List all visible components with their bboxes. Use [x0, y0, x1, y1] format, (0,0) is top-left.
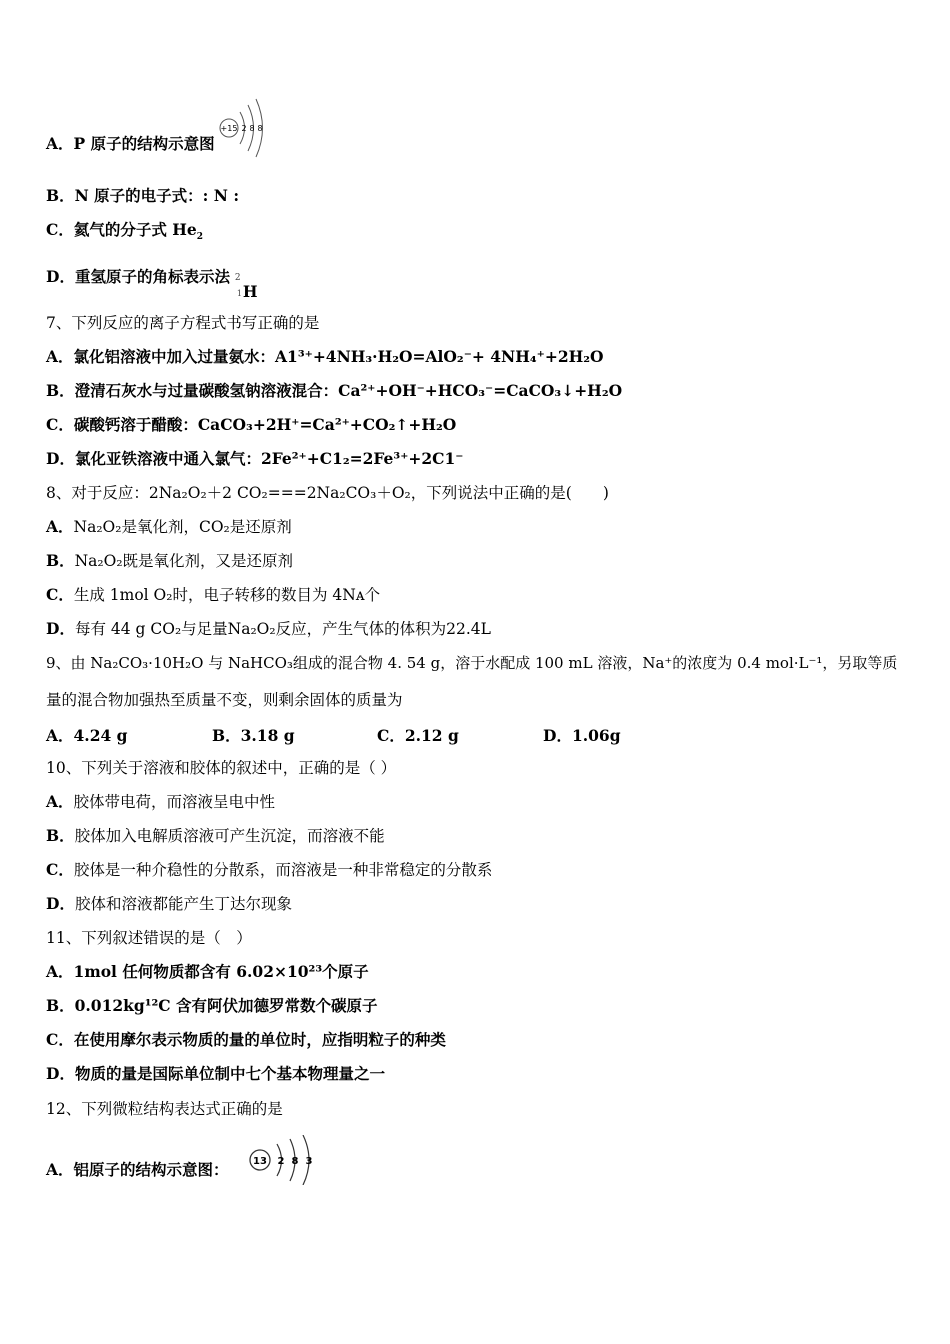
shell-count-1: 2: [240, 124, 247, 133]
q8-option-a: [46, 517, 292, 537]
nucleus-charge: +15: [220, 124, 237, 133]
q9-option-c: C．2.12 g: [377, 726, 459, 745]
q11-option-c: [46, 1030, 446, 1050]
shell-count-2: 8: [292, 1156, 299, 1167]
q6-option-a: [46, 124, 268, 163]
option-text: 物质的量是国际单位制中七个基本物理量之一: [74, 1064, 385, 1083]
option-label: C．: [46, 415, 74, 434]
q12-option-a: [46, 1157, 319, 1185]
option-label: A．: [46, 134, 74, 153]
option-text: 胶体和溶液都能产生丁达尔现象: [74, 895, 292, 913]
option-label: A．: [46, 517, 74, 536]
option-label: C．: [46, 1030, 74, 1049]
q10-option-d: [46, 894, 292, 914]
option-label: B．: [46, 826, 75, 845]
shell-count-3: 8: [256, 124, 263, 133]
option-label: A．: [46, 792, 74, 811]
option-label: B．: [46, 381, 75, 400]
option-text: 铝原子的结构示意图：: [73, 1160, 229, 1179]
shell-count-1: 2: [278, 1156, 285, 1167]
option-text: Na₂O₂既是氧化剂，又是还原剂: [74, 552, 294, 570]
q11-option-a: [46, 962, 369, 982]
subscript: 2: [196, 232, 204, 243]
shell-count-3: 3: [306, 1156, 313, 1167]
q6-option-d: [46, 267, 258, 301]
q9-option-b: B．3.18 g: [212, 726, 295, 745]
option-text: 氯化铝溶液中加入过量氨水：A1³⁺+4NH₃·H₂O=AlO₂⁻+ 4NH₄⁺+2H₂O: [73, 347, 604, 366]
option-text: 胶体加入电解质溶液可产生沉淀，而溶液不能: [74, 827, 385, 845]
atomic-number: 1: [236, 289, 242, 298]
q8-option-c: [46, 585, 380, 605]
p-atom-structure-diagram: [218, 97, 268, 163]
option-text: Na₂O₂是氧化剂，CO₂是还原剂: [73, 518, 292, 536]
option-label: B．: [46, 996, 75, 1015]
q8-option-d: [46, 619, 491, 639]
option-label: D．: [46, 449, 75, 468]
option-text: 生成 1mol O₂时，电子转移的数目为 4Nᴀ个: [73, 586, 381, 604]
option-text: P 原子的结构示意图: [73, 134, 215, 153]
option-text: 在使用摩尔表示物质的量的单位时，应指明粒子的种类: [73, 1030, 446, 1049]
option-label: B．: [46, 551, 75, 570]
q10-stem: 10、下列关于溶液和胶体的叙述中，正确的是（ ）: [46, 759, 397, 777]
option-label: C．: [46, 585, 74, 604]
option-text: 每有 44 g CO₂与足量Na₂O₂反应，产生气体的体积为22.4L: [74, 620, 491, 638]
option-text: 胶体是一种介稳性的分散系，而溶液是一种非常稳定的分散系: [73, 861, 493, 879]
q11-option-d: [46, 1064, 385, 1084]
option-text: 重氢原子的角标表示法: [74, 267, 230, 286]
al-atom-structure-diagram: [247, 1135, 319, 1185]
q10-option-b: [46, 826, 385, 846]
q8-stem: 8、对于反应：2Na₂O₂＋2 CO₂===2Na₂CO₃＋O₂，下列说法中正确的是( ): [46, 484, 609, 502]
option-label: B．: [46, 186, 75, 205]
q7-option-b: [46, 381, 622, 401]
q12-stem: 12、下列微粒结构表达式正确的是: [46, 1100, 283, 1118]
q7-option-d: [46, 449, 463, 469]
option-label: D．: [46, 1064, 75, 1083]
option-text: 1mol 任何物质都含有 6.02×10²³个原子: [73, 962, 369, 981]
option-text: 碳酸钙溶于醋酸：CaCO₃+2H⁺=Ca²⁺+CO₂↑+H₂O: [73, 415, 457, 434]
option-text: 澄清石灰水与过量碳酸氢钠溶液混合：Ca²⁺+OH⁻+HCO₃⁻=CaCO₃↓+H₂O: [74, 381, 623, 400]
q7-option-c: [46, 415, 456, 435]
option-text: 0.012kg¹²C 含有阿伏加德罗常数个碳原子: [74, 996, 378, 1015]
element-symbol: H: [242, 282, 258, 301]
option-label: C．: [46, 860, 74, 879]
q7-stem: 7、下列反应的离子方程式书写正确的是: [46, 314, 320, 332]
option-label: D．: [46, 267, 75, 286]
option-text: N 原子的电子式：: N :: [74, 186, 240, 205]
option-label: A．: [46, 962, 74, 981]
q8-option-b: [46, 551, 293, 571]
q9-stem-line-2: 量的混合物加强热至质量不变，则剩余固体的质量为: [46, 691, 403, 709]
q10-option-c: [46, 860, 492, 880]
option-label: A．: [46, 1160, 74, 1179]
q11-option-b: [46, 996, 378, 1016]
q7-option-a: [46, 347, 604, 367]
option-label: D．: [46, 894, 75, 913]
q9-option-d: D．1.06g: [543, 726, 621, 745]
mass-number: 2: [234, 273, 241, 283]
option-text: 氯化亚铁溶液中通入氯气：2Fe²⁺+C1₂=2Fe³⁺+2C1⁻: [74, 449, 464, 468]
option-label: D．: [46, 619, 75, 638]
q11-stem: 11、下列叙述错误的是（ ）: [46, 929, 252, 947]
option-text: 氦气的分子式 He: [73, 220, 197, 239]
q6-option-c: [46, 220, 204, 243]
q10-option-a: [46, 792, 275, 812]
q9-stem-line-1: 9、由 Na₂CO₃·10H₂O 与 NaHCO₃组成的混合物 4. 54 g，溶于水配成 100 mL 溶液，Na⁺的浓度为 0.4 mol·L⁻¹，另取等质: [46, 654, 898, 672]
q9-option-a: A．4.24 g: [46, 726, 128, 745]
option-label: A．: [46, 347, 74, 366]
q6-option-b: [46, 186, 239, 206]
option-text: 胶体带电荷，而溶液呈电中性: [73, 793, 276, 811]
option-label: C．: [46, 220, 74, 239]
nucleus-charge: 13: [253, 1156, 268, 1167]
shell-count-2: 8: [248, 124, 255, 133]
